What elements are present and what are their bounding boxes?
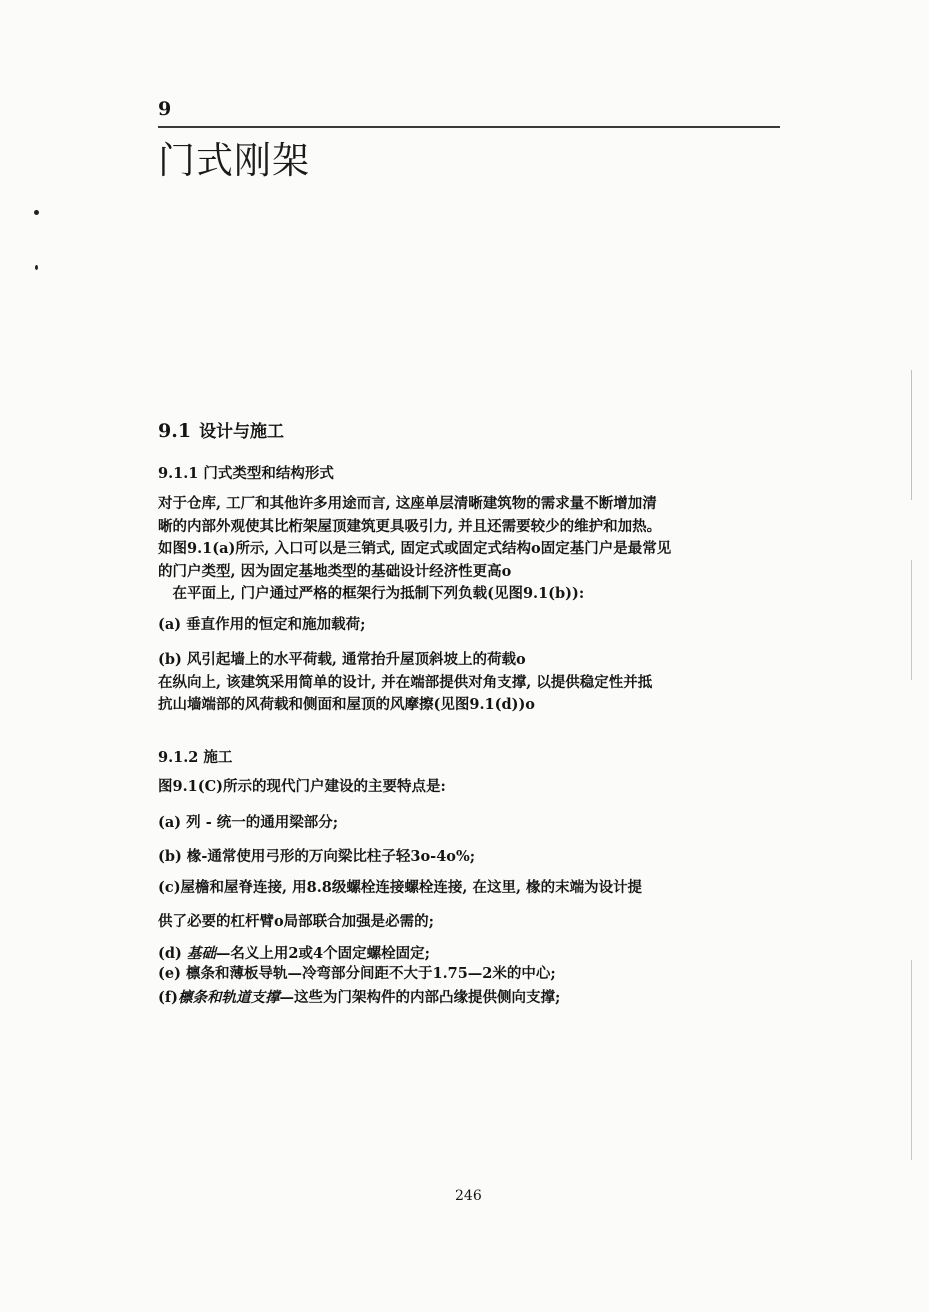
chapter-number: 9 (158, 98, 172, 120)
scan-speck (34, 210, 39, 215)
section-title: 设计与施工 (199, 422, 285, 442)
list-items-d-f (158, 944, 808, 1008)
list-item-f-bracing: (f)檩条和轨道支撑—这些为门架构件的内部凸缘提供侧向支撑; (158, 989, 561, 1006)
paragraph-wind (158, 649, 808, 717)
section-number: 9.1 (158, 420, 192, 442)
list-item-e-purlins: (e) 檩条和薄板导轨—冷弯部分间距不大于1.75—2米的中心; (158, 965, 556, 982)
paragraph-forms (158, 493, 808, 606)
construction-intro: 图9.1(C)所示的现代门户建设的主要特点是: (158, 778, 446, 795)
italic-term: 檩条和轨道支撑 (177, 989, 280, 1006)
list-item-a-columns: (a) 列 - 统一的通用梁部分; (158, 814, 339, 831)
chapter-title: 门式刚架 (158, 139, 310, 182)
scan-edge-line (911, 960, 912, 1160)
list-item-c-continued: 供了必要的杠杆臂o局部联合加强是必需的; (158, 913, 435, 930)
paragraph-line: 的门户类型, 因为固定基地类型的基础设计经济性更高o (158, 562, 512, 580)
list-item-d-foundations: (d) 基础—名义上用2或4个固定螺栓固定; (158, 945, 430, 962)
scan-edge-line (911, 370, 912, 500)
list-item-a-loads: (a) 垂直作用的恒定和施加载荷; (158, 616, 366, 633)
section-heading (158, 417, 284, 442)
subsection-heading-911: 9.1.1 门式类型和结构形式 (158, 465, 334, 482)
chapter-rule (158, 126, 780, 128)
list-item-b-rafters: (b) 椽-通常使用弓形的万向梁比柱子轻3o-4o%; (158, 848, 476, 865)
paragraph-line: 在平面上, 门户通过严格的框架行为抵制下列负载(见图9.1(b)): (158, 585, 585, 602)
list-item-b-wind: (b) 风引起墙上的水平荷载, 通常抬升屋顶斜坡上的荷载o (158, 651, 526, 668)
subsection-heading-912: 9.1.2 施工 (158, 749, 233, 766)
paragraph-line: 抗山墙端部的风荷载和侧面和屋顶的风摩擦(见图9.1(d))o (158, 696, 535, 713)
paragraph-line: 在纵向上, 该建筑采用简单的设计, 并在端部提供对角支撑, 以提供稳定性并抵 (158, 673, 653, 691)
scan-speck (35, 265, 38, 270)
italic-term: 基础 (186, 945, 216, 962)
scan-edge-line (911, 560, 912, 680)
paragraph-line: 晰的内部外观使其比桁架屋顶建筑更具吸引力, 并且还需要较少的维护和加热。 (158, 517, 662, 535)
paragraph-line: 如图9.1(a)所示, 入口可以是三销式, 固定式或固定式结构o固定基门户是最常见 (158, 540, 672, 557)
list-item-c-connections: (c)屋檐和屋脊连接, 用8.8级螺栓连接螺栓连接, 在这里, 椽的末端为设计提 (158, 879, 643, 896)
paragraph-line: 对于仓库, 工厂和其他许多用途而言, 这座单层清晰建筑物的需求量不断增加清 (158, 495, 657, 512)
page-number: 246 (455, 1188, 482, 1204)
